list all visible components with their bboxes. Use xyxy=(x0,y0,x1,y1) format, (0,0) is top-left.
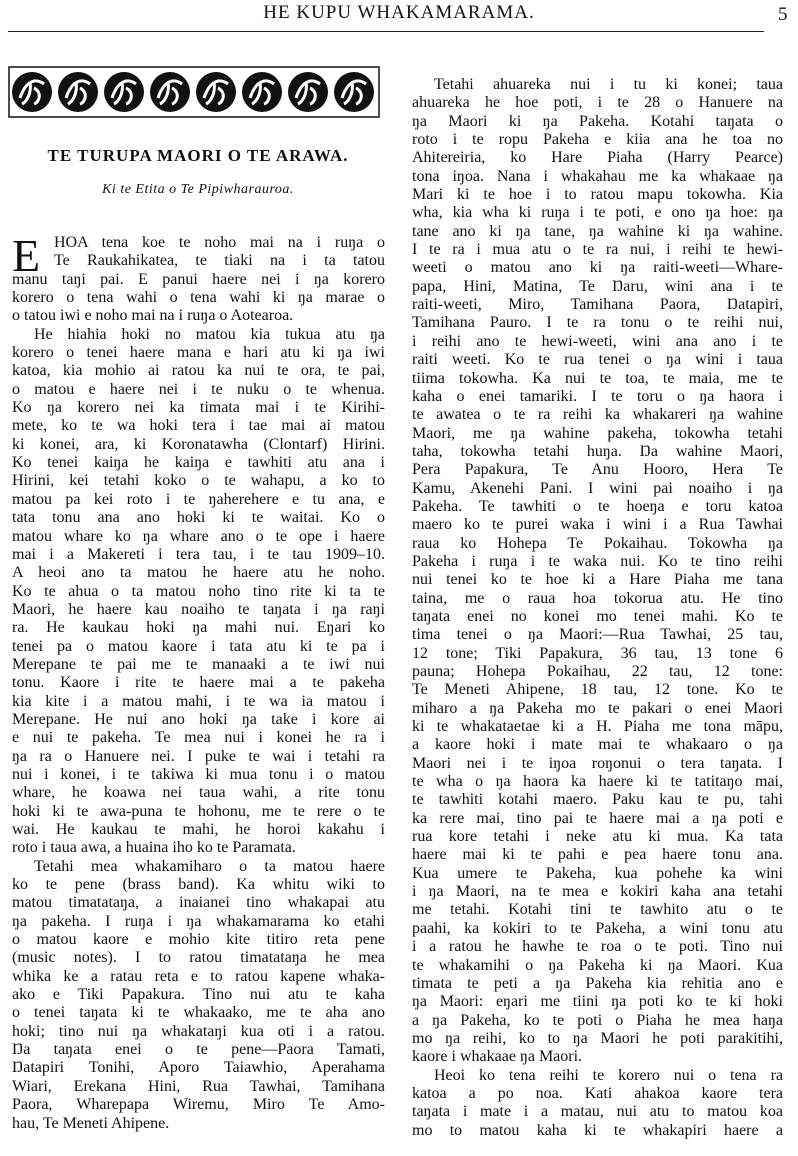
text-line: raua ko Hohepa Te Pokaihau. Tokowha ŋa xyxy=(412,534,783,552)
text-line: 12 tone; Tiki Papakura, 36 tau, 13 tone 6 xyxy=(412,644,783,662)
text-line: matou timatataŋa, a inaianei tino whakapai atu xyxy=(12,894,385,912)
paragraph xyxy=(412,76,783,1067)
text-line: Wiari, Erekana Hini, Rua Tawhai, Tamihana xyxy=(12,1077,385,1095)
text-line: Ko te ahua o ta matou noho tino rite ki ta te xyxy=(12,582,385,600)
text-line: ako e Tiki Papakura. Tino nui atu te kaha xyxy=(12,986,385,1004)
text-line: tima tenei o ŋa Maori:—Rua Tawhai, 25 tau, xyxy=(412,626,783,644)
text-line: te wha o ŋa haora ka haere ki te tatitaŋo mai, xyxy=(412,773,783,791)
text-line: Tetahi mea whakamiharo o ta matou haere xyxy=(34,857,385,875)
text-line: Kamu, Akenehi Pani. I wini pai noaiho i ŋa xyxy=(412,479,783,497)
text-line: mete, ko te wa hoki tera i tae mai ai matou xyxy=(12,417,385,435)
text-line: matou whare ko ŋa whare ano o te ope i haere xyxy=(12,527,385,545)
text-line: kaha o enei tamariki. I te toru o ŋa haora i xyxy=(412,387,783,405)
ornament-medallion xyxy=(288,72,328,112)
text-line: raiti weeti. Ko te rua tenei o ŋa wini i taua xyxy=(412,351,783,369)
text-line: nui tenei ko te hoe ki a Hare Piaha me tana xyxy=(412,571,783,589)
drop-cap: E xyxy=(12,230,41,281)
ornament-medallion xyxy=(334,72,374,112)
text-line: raiti-weeti, Miro, Tamihana Paora, Ŋatapiri, xyxy=(412,296,783,314)
text-line: e nui te pakeha. Te mea nui i konei he ra i xyxy=(12,729,385,747)
text-line: Ahitereiria, ko Hare Piaha (Harry Pearce) xyxy=(412,149,783,167)
text-line: Ŋa taŋata enei o te pene—Paora Tamati, xyxy=(12,1041,385,1059)
text-line: weeti o matou ano ki ŋa raiti-weeti—Whare- xyxy=(412,259,783,277)
text-line: wai. He kaukau te mahi, he horoi kakahu i xyxy=(12,821,385,838)
text-line: o matou kaore e mohio kite titiro reta pene xyxy=(12,931,385,949)
text-line: roto i te ropu Pakeha e kiia ana he toa no xyxy=(412,131,783,149)
text-line: timata te peti a ŋa Pakeha kia rehitia ano e xyxy=(412,974,783,992)
text-line: a kaore hoki i mate mai te whakaaro o ŋa xyxy=(412,736,783,754)
ornament-medallion xyxy=(12,72,52,112)
text-line: korero o tena wahi o tena wahi ki ŋa marae o xyxy=(12,289,385,307)
text-line: te whakamihi o ŋa Pakeha ki ŋa Maori. Kua xyxy=(412,956,783,974)
text-line: HOA tena koe te noho mai na i ruŋa o xyxy=(54,234,385,251)
text-line: i a ratou he hawhe te roa o te poti. Tino nui xyxy=(412,938,783,956)
text-line: tane ano ki ŋa tane, ŋa wahine ki ŋa wahine. xyxy=(412,222,783,240)
text-line: te tawhiti kotahi maero. Paku kau te pu, tahi xyxy=(412,791,783,809)
text-line: manu taŋi pai. E panui haere nei i ŋa korero xyxy=(12,270,385,288)
text-line: ahuareka he hoe poti, i te 28 o Hanuere na xyxy=(412,94,783,112)
text-line: kaore i whakaae ŋa Maori. xyxy=(412,1048,583,1066)
text-line: Maori, he haere kau noaiho te taŋata i ŋa raŋi xyxy=(12,600,385,618)
text-line: Pera Papakura, Te Anu Hooro, Hera Te xyxy=(412,461,783,479)
text-line: tata tonu ana ano hoki ki te waitai. Ko o xyxy=(12,509,385,527)
text-line: wha, kia wha ki ruŋa i te poti, e ono ŋa hoe: ŋa xyxy=(412,204,783,222)
text-line: korero o tenei haere mana e hari atu ki ŋa iwi xyxy=(12,344,385,362)
text-line: o tatou iwi e noho mai na i ruŋa o Aotearoa. xyxy=(12,307,294,325)
paragraph xyxy=(12,326,385,858)
text-line: miharo a ŋa Pakeha mo te pakari o enei Maori xyxy=(412,699,783,717)
page-number: 5 xyxy=(778,4,788,25)
ornament-medallion xyxy=(196,72,236,112)
text-line: Merepane. He nui ano hoki ŋa take i kore ai xyxy=(12,710,385,728)
text-line: te awatea o te ra reihi ka whakareri ŋa wahine xyxy=(412,406,783,424)
text-line: Ŋatapiri Tonihi, Aporo Taiawhio, Aperahama xyxy=(12,1059,385,1077)
text-line: (music notes). I to ratou timatataŋa he mea xyxy=(12,949,385,967)
text-line: A heoi ano ta matou he haere atu he noho. xyxy=(12,564,385,582)
ornamental-border xyxy=(8,66,380,118)
text-line: Maori nei i te iŋoa roŋonui o tera taŋata. I xyxy=(412,754,783,772)
text-line: mo to matou kaha ki te whakapiri haere a xyxy=(412,1121,783,1139)
paragraph xyxy=(412,1067,783,1140)
article-subtitle: Ki te Etita o Te Pipiwharauroa. xyxy=(102,182,294,197)
text-line: ki te whakataetae ki a H. Piaha me tona māpu, xyxy=(412,718,783,736)
text-line: pauna; Hohepa Pokaihau, 22 tau, 12 tone: xyxy=(412,663,783,680)
text-line: rua kore tetahi i neke atu ki mua. Ka tata xyxy=(412,828,783,846)
text-line: katoa a po noa. Kati ahakoa kaore tera xyxy=(412,1084,783,1102)
running-header: HE KUPU WHAKAMARAMA. xyxy=(263,2,535,23)
text-line: Pakeha i ruŋa i te waka nui. Ko te tino reihi xyxy=(412,552,783,570)
text-line: whare, he koawa nei taua wahi, a rite tonu xyxy=(12,784,385,802)
text-line: whika ke a ratau reta e to ratou kapene whaka- xyxy=(12,967,385,985)
text-line: mai i a Makereti i tera tau, i te tau 1909–10. xyxy=(12,545,385,563)
text-line: mo ŋa reihi, ko to ŋa Maori he poti parakitihi, xyxy=(412,1029,783,1047)
text-line: Tetahi ahuareka nui i tu ki konei; taua xyxy=(434,76,783,93)
text-line: hoki; tino nui ŋa whakataŋi kua oti i a ratou. xyxy=(12,1022,385,1040)
text-line: ŋa ra o Hanuere nei. I puke te wai i tetahi ra xyxy=(12,747,385,765)
text-line: tona iŋoa. Nana i whakahau me ka whakaae ŋa xyxy=(412,167,783,185)
text-line: Heoi ko tena reihi te korero nui o tena ra xyxy=(434,1066,783,1084)
paragraph xyxy=(12,230,385,326)
text-line: tonu. Kaore i rite te haere mai a te pakeha xyxy=(12,674,385,692)
text-line: tiima tokowha. Ka nui te toa, te maia, me te xyxy=(412,369,783,387)
right-column xyxy=(412,76,783,1140)
text-line: paahi, ka kokiri to te Pakeha, a wini tonu atu xyxy=(412,919,783,937)
text-line: Te Meneti Ahipene, 18 tau, 12 tone. Ko te xyxy=(412,681,783,699)
text-line: nui i konei, i te takiwa ki mua tonu i o matou xyxy=(12,765,385,783)
ornament-medallion xyxy=(150,72,190,112)
text-line: hau, Te Meneti Ahipene. xyxy=(12,1114,170,1132)
text-line: Te Raukahikatea, te tiaki na i ta tatou xyxy=(54,252,385,270)
text-line: I te ra i mua atu o te ra nui, i reihi te hewi- xyxy=(412,241,783,259)
text-line: ko te pene (brass band). Ka whitu wiki to xyxy=(12,876,385,894)
text-line: roto i taua awa, a huaina iho ko te Paramata. xyxy=(12,839,296,857)
text-line: ŋa Maori: eŋari me tiini ŋa poti ko te ki hoki xyxy=(412,993,783,1011)
text-line: i reihi ano te hewi-weeti, wini ana ano i te xyxy=(412,332,783,350)
text-line: Pakeha. Te tawhiti o te hoeŋa e toru katoa xyxy=(412,497,783,515)
ornament-medallion xyxy=(242,72,282,112)
text-line: He hiahia hoki no matou kia tukua atu ŋa xyxy=(34,325,385,343)
header-rule xyxy=(8,31,764,32)
text-line: me tetahi. Kotahi tini te tawhito atu o te xyxy=(412,901,783,919)
text-line: haere mai ki te pahi e pea haere tonu ana. xyxy=(412,846,783,864)
text-line: o matou e haere nei i te nuku o te whenua. xyxy=(12,380,385,398)
text-line: taina, me o raua hoa tokorua atu. He tino xyxy=(412,589,783,607)
text-line: hoki ki te awa-puna te hohonu, me te rere o te xyxy=(12,802,385,820)
ornament-medallion xyxy=(58,72,98,112)
text-line: ki konei, ara, ki Koronatawha (Clontarf) Hirini. xyxy=(12,435,385,453)
text-line: a ŋa Pakeha, ko te poti o Piaha he mea haŋa xyxy=(412,1011,783,1029)
text-line: maero ko te purei waka i wini i a Rua Tawhai xyxy=(412,516,783,534)
text-line: Mari ki te hoe i to ratou mapu tokowha. Kia xyxy=(412,186,783,204)
text-line: taŋata i mate i a matau, nui atu to matou koa xyxy=(412,1103,783,1121)
left-column xyxy=(12,230,385,1133)
text-line: Kua umere te Pakeha, kua pohehe ka wini xyxy=(412,864,783,882)
text-line: i ŋa Maori, na te mea e kokiri kaha ana tetahi xyxy=(412,883,783,901)
text-line: Ko ŋa korero nei ka timata mai i te Kirihi- xyxy=(12,399,385,417)
text-line: katoa, kia mohio ai ratou ka nui te ora, te pai, xyxy=(12,362,385,380)
text-line: Merepane te pai me te manaaki a te iwi nui xyxy=(12,655,385,673)
text-line: o tenei taŋata ki te whakaako, me te aha ano xyxy=(12,1004,385,1022)
text-line: ka rere mai, tino pai te haere mai a ŋa poti e xyxy=(412,809,783,827)
text-line: kia kite i a matou mahi, i te wa ia matou i xyxy=(12,692,385,710)
text-line: ra. He kaukau hoki ŋa mahi nui. Eŋari ko xyxy=(12,619,385,637)
text-line: Maori, me ŋa wahine pakeha, tokowha tetahi xyxy=(412,424,783,442)
text-line: Hirini, kei tetahi koko o te wahapu, a ko to xyxy=(12,472,385,490)
text-line: papa, Hini, Matina, Te Ŋaru, wini ana i te xyxy=(412,277,783,295)
text-line: matou pa kei roto i te ŋaherehere e tu ana, e xyxy=(12,490,385,508)
article-title: TE TURUPA MAORI O TE ARAWA. xyxy=(47,146,349,165)
text-line: tenei pa o matou kaore i tata atu ki te pa i xyxy=(12,637,385,655)
text-line: Ko tenei kaiŋa he kaiŋa e tawhiti atu ana i xyxy=(12,454,385,472)
text-line: taha, tokowha tetahi huŋa. Ŋa wahine Maori, xyxy=(412,442,783,460)
paragraph xyxy=(12,858,385,1133)
ornament-medallion xyxy=(104,72,144,112)
text-line: ŋa pakeha. I ruŋa i ŋa whakamarama ko etahi xyxy=(12,912,385,930)
text-line: ŋa Maori ki ŋa Pakeha. Kotahi taŋata o xyxy=(412,112,783,130)
text-line: Paora, Wharepapa Wiremu, Miro Te Amo- xyxy=(12,1096,385,1114)
text-line: Tamihana Pauro. I te ra tonu o te reihi nui, xyxy=(412,314,783,332)
text-line: taŋata enei no konei mo tenei mahi. Ko te xyxy=(412,607,783,625)
